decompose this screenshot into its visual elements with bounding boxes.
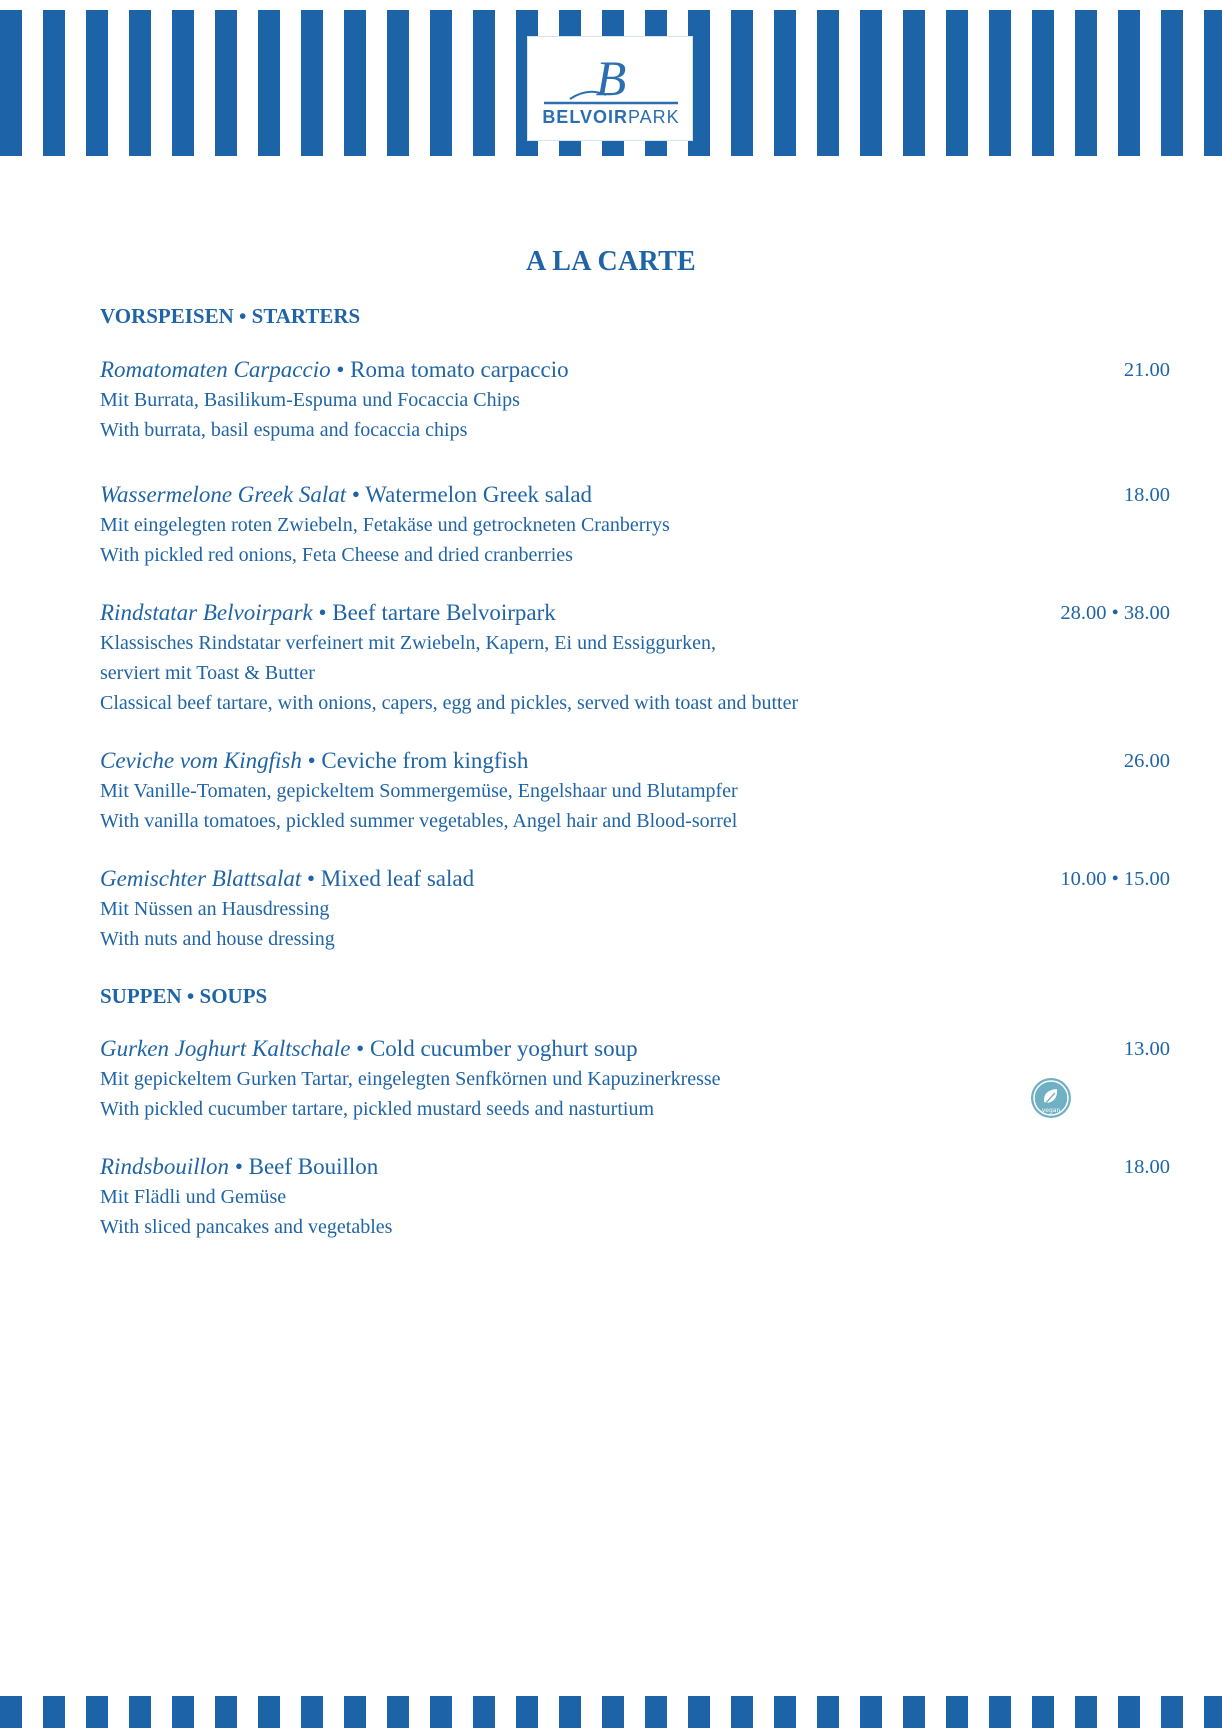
item-desc-de: serviert mit Toast & Butter <box>100 662 315 684</box>
item-name: Ceviche vom Kingfish • Ceviche from kingfish <box>100 748 529 773</box>
item-price: 21.00 <box>1123 359 1170 381</box>
menu-item <box>100 598 1170 718</box>
item-price: 26.00 <box>1123 750 1170 772</box>
svg-text:vegan: vegan <box>1041 1107 1061 1114</box>
menu-item <box>100 1034 1170 1124</box>
section-heading-soups: SUPPEN • SOUPS <box>100 984 268 1008</box>
item-name: Gemischter Blattsalat • Mixed leaf salad <box>100 866 475 891</box>
item-desc-de: Mit Vanille-Tomaten, gepickeltem Sommergemüse, Engelshaar und Blutampfer <box>100 780 738 802</box>
item-desc-en: With vanilla tomatoes, pickled summer vegetables, Angel hair and Blood-sorrel <box>100 810 738 832</box>
logo-wordmark: BELVOIRPARK <box>542 107 680 127</box>
item-price: 13.00 <box>1123 1038 1170 1060</box>
item-desc-de: Klassisches Rindstatar verfeinert mit Zwiebeln, Kapern, Ei und Essiggurken, <box>100 632 716 654</box>
item-name: Romatomaten Carpaccio • Roma tomato carpaccio <box>100 357 569 382</box>
item-desc-de: Mit Flädli und Gemüse <box>100 1186 287 1208</box>
item-price: 18.00 <box>1123 484 1170 506</box>
item-desc-de: Mit Burrata, Basilikum-Espuma und Focaccia Chips <box>100 389 520 411</box>
item-desc-de: Mit gepickeltem Gurken Tartar, eingelegten Senfkörnen und Kapuzinerkresse <box>100 1068 721 1090</box>
item-price: 28.00 • 38.00 <box>1060 602 1170 624</box>
item-name: Gurken Joghurt Kaltschale • Cold cucumber yoghurt soup <box>100 1036 638 1061</box>
menu-item <box>100 746 1170 836</box>
item-name: Rindsbouillon • Beef Bouillon <box>100 1154 379 1179</box>
menu-item <box>100 480 1170 570</box>
menu-item <box>100 864 1170 954</box>
item-desc-en: With nuts and house dressing <box>100 928 335 950</box>
item-name: Wassermelone Greek Salat • Watermelon Greek salad <box>100 482 593 507</box>
item-name: Rindstatar Belvoirpark • Beef tartare Belvoirpark <box>100 600 556 625</box>
item-desc-en: With burrata, basil espuma and focaccia chips <box>100 419 468 441</box>
item-price: 10.00 • 15.00 <box>1060 868 1170 890</box>
footer-stripes <box>0 1696 1222 1728</box>
item-price: 18.00 <box>1123 1156 1170 1178</box>
svg-text:B: B <box>595 50 627 106</box>
item-desc-de: Mit eingelegten roten Zwiebeln, Fetakäse und getrockneten Cranberrys <box>100 514 670 536</box>
belvoirpark-logo <box>527 36 693 141</box>
section-heading-starters: VORSPEISEN • STARTERS <box>100 304 361 328</box>
menu-item <box>100 355 1170 445</box>
item-desc-en: With pickled red onions, Feta Cheese and dried cranberries <box>100 544 573 566</box>
item-desc-en: Classical beef tartare, with onions, capers, egg and pickles, served with toast and butter <box>100 692 799 714</box>
page-title: A LA CARTE <box>525 246 697 277</box>
menu-item <box>100 1152 1170 1242</box>
item-desc-en: With sliced pancakes and vegetables <box>100 1216 393 1238</box>
item-desc-de: Mit Nüssen an Hausdressing <box>100 898 330 920</box>
item-desc-en: With pickled cucumber tartare, pickled mustard seeds and nasturtium <box>100 1098 655 1120</box>
vegan-badge-icon <box>1029 1076 1073 1120</box>
